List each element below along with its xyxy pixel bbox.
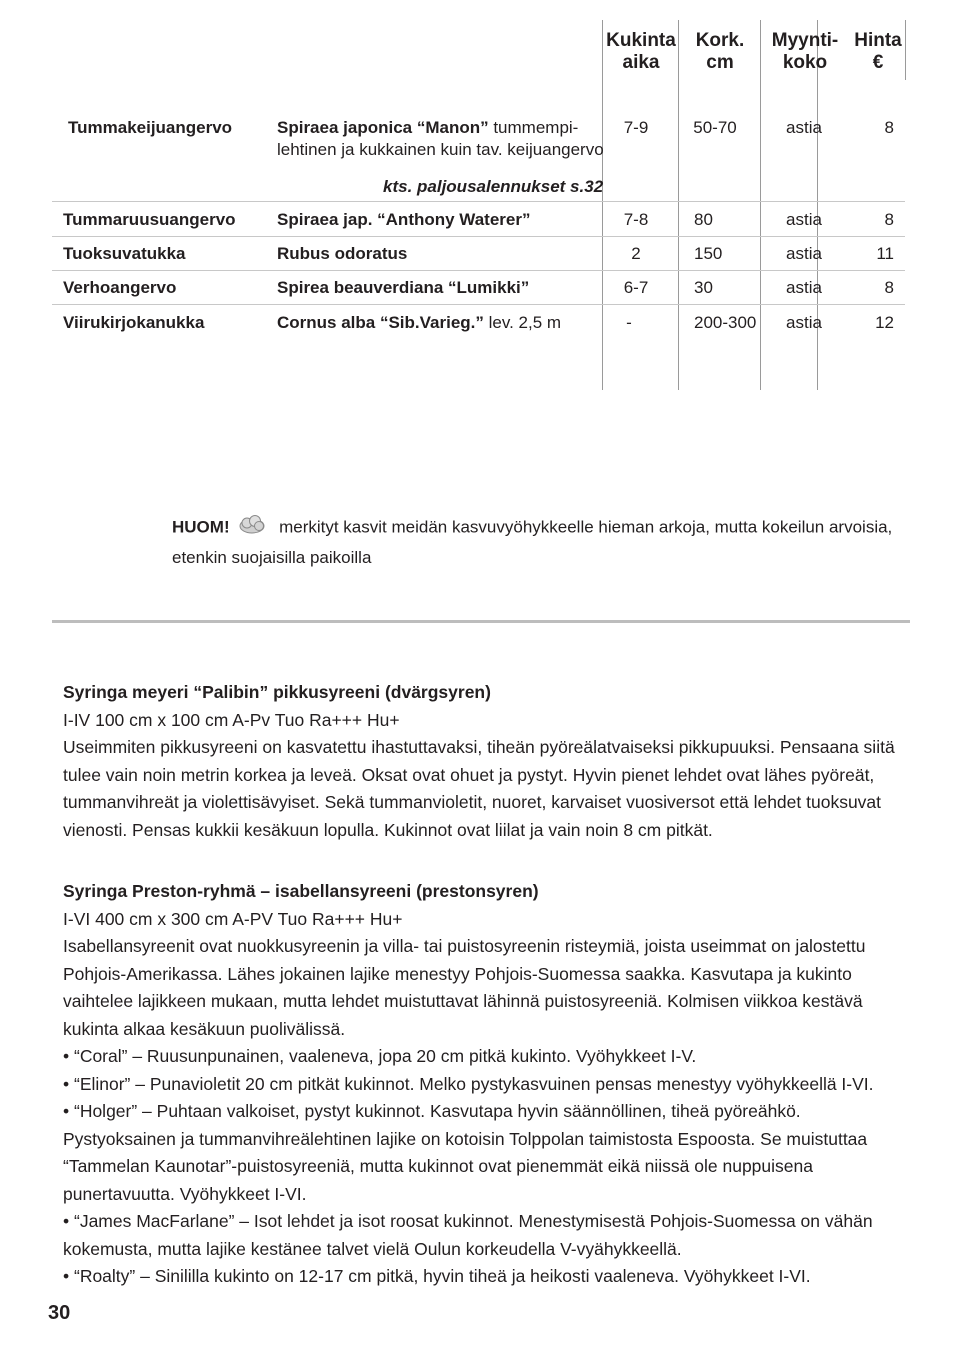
row-kukinta: 2 (631, 244, 641, 263)
huom-text: merkityt kasvit meidän kasvuvyöhykkeelle hieman arkoja, mutta kokeilun arvoisia, (279, 517, 893, 537)
row-koko: astia (786, 278, 822, 297)
huom-note (172, 515, 892, 541)
row-scientific (277, 117, 578, 139)
scientific-name: Rubus odoratus (277, 244, 408, 263)
cloud-icon (238, 515, 266, 541)
row-kukinta: 7-8 (623, 210, 649, 229)
row-koko: astia (786, 118, 822, 137)
section-divider (52, 620, 910, 623)
section-body: Useimmiten pikkusyreeni on kasvatettu ihastuttavaksi, tiheän pyöreälatvaiseksi pikkupuuksi. Pensaana siitä tulee vain noin metrin korkea ja leveä. Oksat ovat ohuet ja pystyt. Hyvin pienet lehdet ovat lähes pyöreät, tummanvihreät ja violettisävyiset. Sekä tummanvioletit, nuoret, karvaiset vuosiversot että lehdet tuoksuvat vienosti. Pensas kukkii kesäkuun lopulla. Kukinnot ovat liilat ja vain noin 8 cm pitkät. (63, 737, 895, 840)
section-title: Syringa meyeri “Palibin” pikkusyreeni (dvärgsyren) (63, 682, 491, 702)
row-koko: astia (786, 210, 822, 229)
row-hinta: 8 (884, 278, 894, 297)
bullet-item: • “Elinor” – Punavioletit 20 cm pitkät kukinnot. Melko pystykasvuinen pensas menestyy vyöhykkeellä I-VI. (63, 1073, 874, 1094)
section-specs: I-IV 100 cm x 100 cm A-Pv Tuo Ra+++ Hu+ (63, 709, 400, 730)
row-divider (52, 201, 905, 202)
bullet-item: • “Roalty” – Sinililla kukinto on 12-17 cm pitkä, hyvin tiheä ja heikosti vaaleneva. Vyöhykkeet I-VI. (63, 1266, 811, 1286)
row-hinta: 8 (884, 210, 894, 229)
bullet-item: • “James MacFarlane” – Isot lehdet ja isot roosat kukinnot. Menestymisestä Pohjois-Suomessa on vähän kokemusta, mutta lajike kestänee talvet vielä Oulun korkeudella V-vyähykkeellä. (63, 1211, 873, 1259)
row-kork: 50-70 (693, 118, 737, 137)
row-name: Tuoksuvatukka (63, 244, 186, 263)
row-kork: 150 (694, 244, 723, 263)
row-koko: astia (786, 313, 822, 332)
row-kork: 80 (694, 210, 713, 229)
header-hinta: Hinta € (854, 30, 902, 73)
row-hinta: 8 (884, 118, 894, 137)
row-kork: 200-300 (694, 313, 757, 332)
row-koko: astia (786, 244, 822, 263)
column-divider (602, 20, 603, 390)
section-pikkusyreeni (63, 679, 903, 844)
row-hinta: 12 (875, 313, 894, 332)
section-specs: I-VI 400 cm x 300 cm A-PV Tuo Ra+++ Hu+ (63, 908, 403, 929)
header-kork: Kork. cm (695, 30, 745, 73)
header-myynti: Myynti- koko (771, 30, 839, 73)
section-body: Isabellansyreenit ovat nuokkusyreenin ja villa- tai puistosyreenin risteymiä, joista useimmat on jalostettu Pohjois-Amerikassa. Lähes jokainen lajike menestyy Pohjois-Suomessa saakka. Kasvutapa ja kukinto vaihtelee lajikkeen mukaan, mutta lehdet muistuttavat lähinnä puistosyreeniä. Kolmisen viikkoa kestävä kukinta alkaa kesäkuun puolivälissä. (63, 936, 866, 1039)
column-divider (817, 20, 818, 390)
scientific-name: Cornus alba “Sib.Varieg.” (277, 313, 484, 332)
row-name: Tummakeijuangervo (68, 118, 233, 137)
scientific-name: Spiraea jap. “Anthony Waterer” (277, 210, 531, 229)
row-name: Tummaruusuangervo (63, 210, 236, 229)
section-title: Syringa Preston-ryhmä – isabellansyreeni (prestonsyren) (63, 881, 539, 901)
row-divider (52, 270, 905, 271)
crossref-note: kts. paljousalennukset s.32 (383, 177, 604, 196)
row-kukinta: 6-7 (623, 278, 649, 297)
row-scientific (277, 312, 561, 334)
scientific-desc: lev. 2,5 m (483, 313, 562, 332)
row-kork: 30 (694, 278, 713, 297)
row-divider (52, 304, 905, 305)
scientific-name: Spirea beauverdiana “Lumikki” (277, 278, 530, 297)
column-divider (760, 20, 761, 390)
row-kukinta: 7-9 (623, 118, 649, 137)
row-divider (52, 236, 905, 237)
header-kukinta: Kukinta aika (606, 30, 676, 73)
section-isabellansyreeni (63, 878, 903, 1291)
row-kukinta: - (626, 313, 632, 332)
row-desc: lehtinen ja kukkainen kuin tav. keijuangervo (277, 140, 604, 159)
column-divider (678, 20, 679, 390)
row-name: Verhoangervo (63, 278, 177, 297)
scientific-desc: tummempi- (488, 118, 579, 137)
page-number: 30 (48, 1302, 71, 1324)
huom-label: HUOM! (172, 517, 230, 537)
scientific-name: Spiraea japonica “Manon” (277, 118, 489, 137)
huom-text-continued: etenkin suojaisilla paikoilla (172, 548, 372, 567)
bullet-item: • “Holger” – Puhtaan valkoiset, pystyt kukinnot. Kasvutapa hyvin säännöllinen, tiheä pyöreähkö. Pystyoksainen ja tummanvihreälehtinen lajike on kotoisin Tolppolan taimistosta Espoosta. Se muistuttaa “Tammelan Kaunotar”-puistosyreeniä, mutta kukinnot ovat pienemmät eikä niissä ole nuppuisena punertavuutta. Vyöhykkeet I-VI. (63, 1101, 868, 1204)
row-hinta: 11 (876, 244, 894, 263)
row-name: Viirukirjokanukka (63, 313, 205, 332)
bullet-item: • “Coral” – Ruusunpunainen, vaaleneva, jopa 20 cm pitkä kukinto. Vyöhykkeet I-V. (63, 1046, 697, 1066)
